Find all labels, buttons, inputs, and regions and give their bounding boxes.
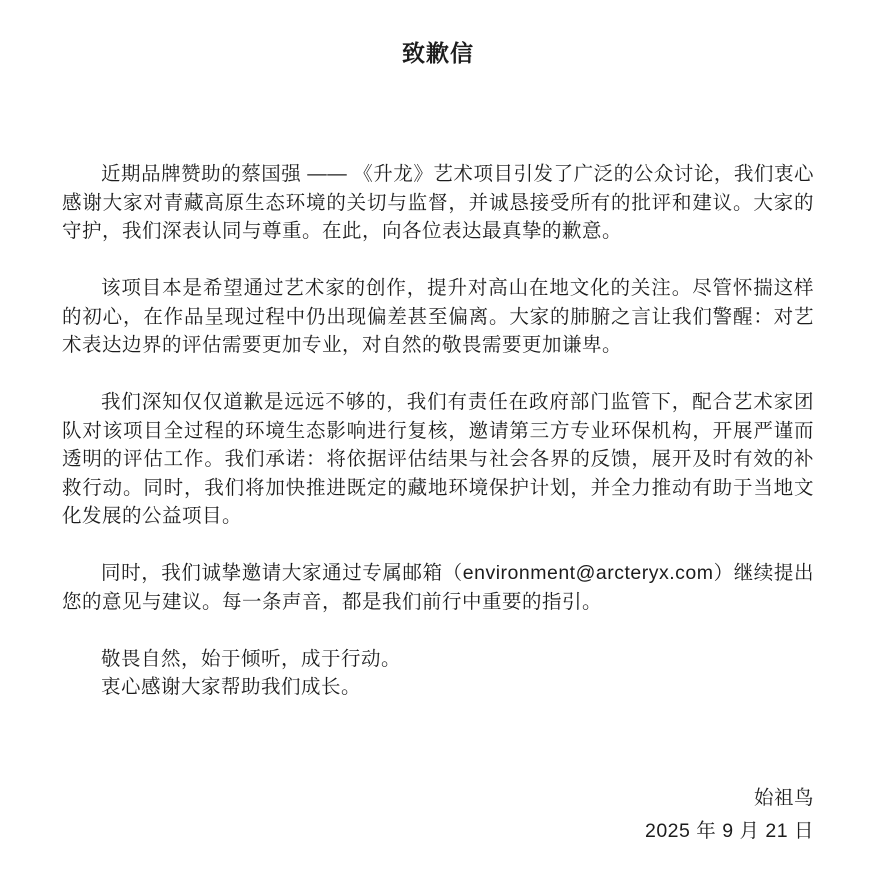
signature-block xyxy=(62,782,814,848)
signature-name: 始祖鸟 xyxy=(753,786,814,809)
closing-line: 衷心感谢大家帮助我们成长。 xyxy=(101,676,362,698)
letter-body xyxy=(62,160,814,616)
letter-paragraph: 该项目本是希望通过艺术家的创作，提升对高山在地文化的关注。尽管怀揣这样的初心，在作品呈现过程中仍出现偏差甚至偏离。大家的肺腑之言让我们警醒：对艺术表达边界的评估需要更加专业，对自然的敬畏需要更加谦卑。 xyxy=(62,277,814,356)
letter-paragraph-contact: 同时，我们诚挚邀请大家通过专属邮箱（environment@arcteryx.com）继续提出您的意见与建议。每一条声音，都是我们前行中重要的指引。 xyxy=(62,562,814,613)
signature-date: 2025 年 9 月 21 日 xyxy=(644,819,814,842)
letter-paragraph: 我们深知仅仅道歉是远远不够的，我们有责任在政府部门监管下，配合艺术家团队对该项目全过程的环境生态影响进行复核，邀请第三方专业环保机构，开展严谨而透明的评估工作。我们承诺：将依据评估结果与社会各界的反馈，展开及时有效的补救行动。同时，我们将加快推进既定的藏地环境保护计划，并全力推动有助于当地文化发展的公益项目。 xyxy=(62,391,814,527)
letter-paragraph: 近期品牌赞助的蔡国强 —— 《升龙》艺术项目引发了广泛的公众讨论，我们衷心感谢大家对青藏高原生态环境的关切与监督，并诚恳接受所有的批评和建议。大家的守护，我们深表认同与尊重。在此，向各位表达最真挚的歉意。 xyxy=(62,163,814,242)
letter-title: 致歉信 xyxy=(402,40,474,66)
letter-closing xyxy=(62,645,814,702)
closing-line: 敬畏自然，始于倾听，成于行动。 xyxy=(101,647,402,670)
